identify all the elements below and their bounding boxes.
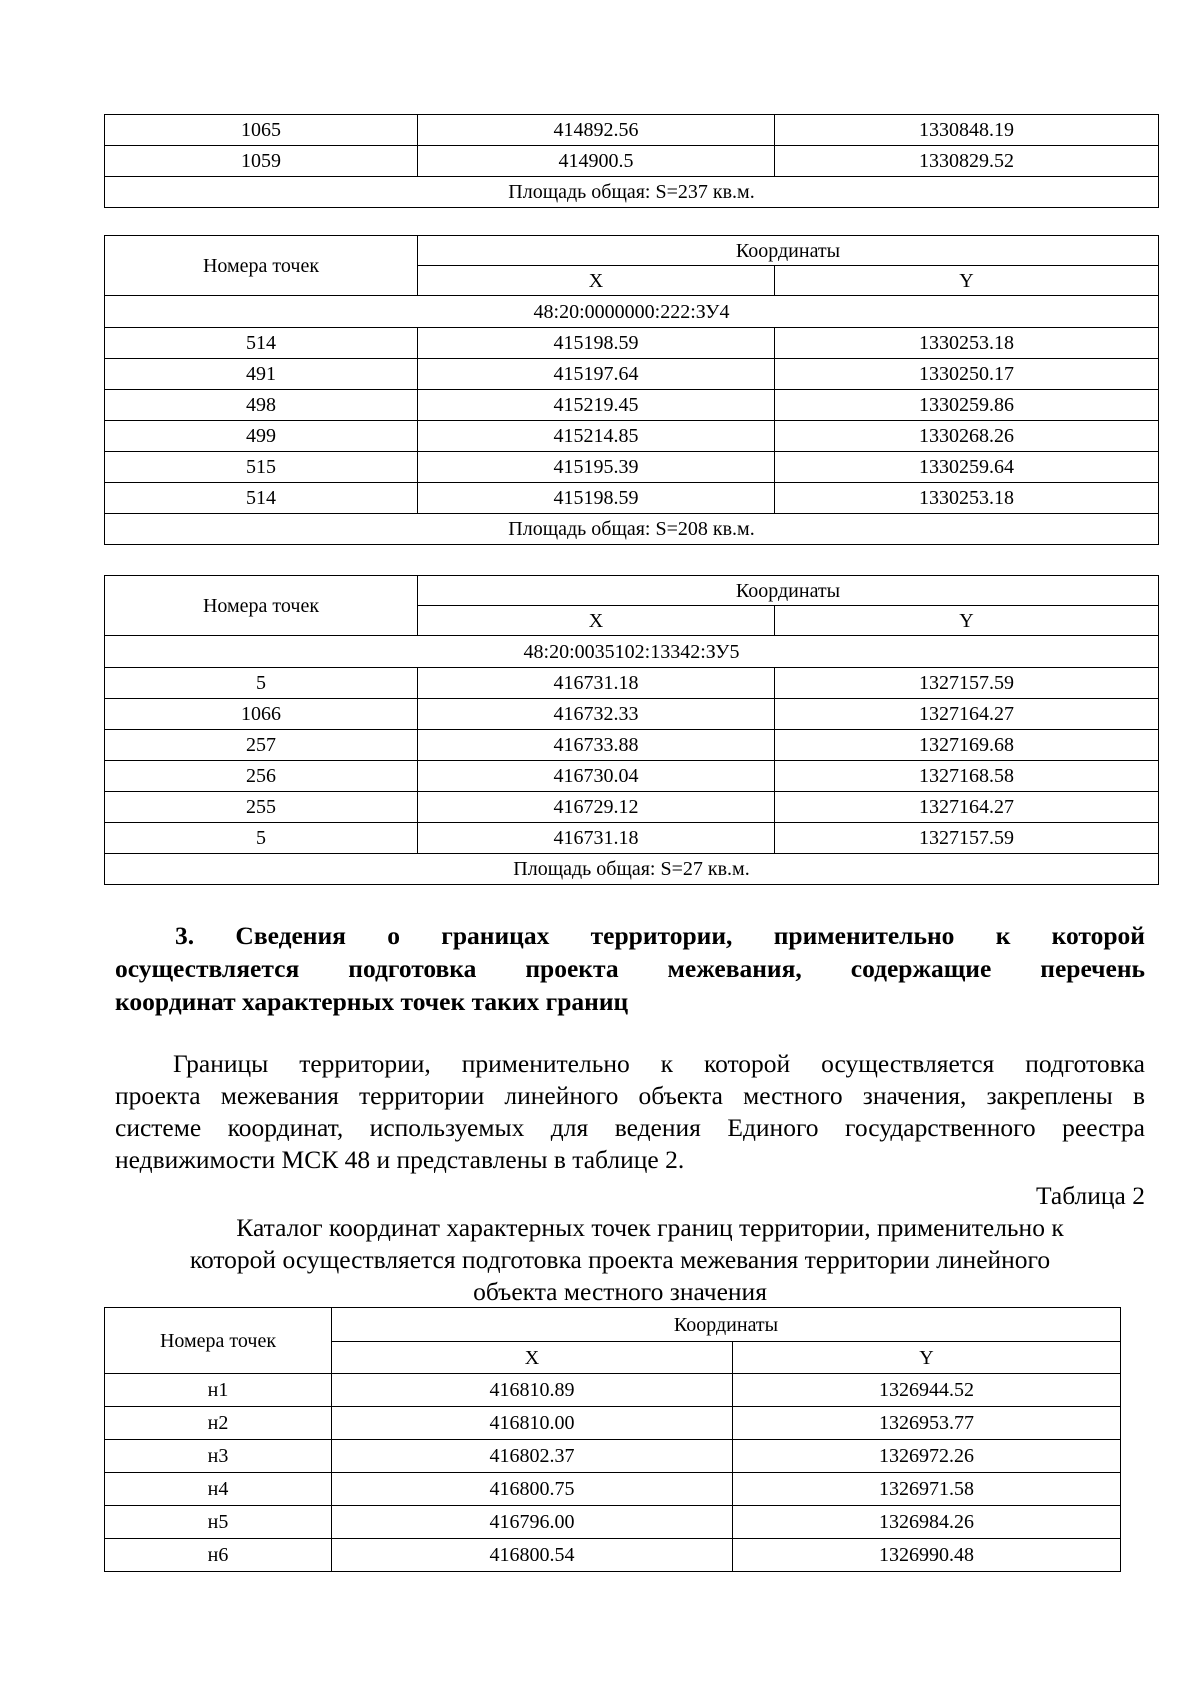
table-row xyxy=(105,390,1159,421)
point-number: 256 xyxy=(105,761,418,792)
point-number: 257 xyxy=(105,730,418,761)
point-number: 1065 xyxy=(105,115,418,146)
coordinate-x: 416810.89 xyxy=(332,1374,733,1407)
coordinate-x: 415195.39 xyxy=(418,452,775,483)
header-y: Y xyxy=(775,266,1159,296)
coordinate-y: 1326953.77 xyxy=(733,1407,1121,1440)
coordinate-x: 416730.04 xyxy=(418,761,775,792)
header-y: Y xyxy=(775,606,1159,636)
header-point-numbers: Номера точек xyxy=(105,236,418,296)
header-y: Y xyxy=(733,1342,1121,1374)
coordinate-x: 414900.5 xyxy=(418,146,775,177)
header-coordinates: Координаты xyxy=(418,576,1159,606)
coordinate-x: 416731.18 xyxy=(418,668,775,699)
coordinate-y: 1327164.27 xyxy=(775,699,1159,730)
coordinate-x: 416729.12 xyxy=(418,792,775,823)
table-row xyxy=(105,328,1159,359)
coordinate-y: 1330259.64 xyxy=(775,452,1159,483)
coordinates-table-zu5 xyxy=(104,575,1158,885)
coordinate-y: 1330250.17 xyxy=(775,359,1159,390)
coordinate-y: 1327168.58 xyxy=(775,761,1159,792)
table-row xyxy=(105,668,1159,699)
table-row xyxy=(105,1473,1121,1506)
coordinate-y: 1330268.26 xyxy=(775,421,1159,452)
coordinate-x: 416732.33 xyxy=(418,699,775,730)
header-point-numbers: Номера точек xyxy=(105,576,418,636)
point-number: н1 xyxy=(105,1374,332,1407)
point-number: н2 xyxy=(105,1407,332,1440)
table-row xyxy=(105,146,1159,177)
coordinate-x: 416800.75 xyxy=(332,1473,733,1506)
table-2-label: Таблица 2 xyxy=(1035,1181,1145,1210)
coordinate-x: 415219.45 xyxy=(418,390,775,421)
table-row xyxy=(105,1539,1121,1572)
coordinate-y: 1330829.52 xyxy=(775,146,1159,177)
coordinate-x: 415198.59 xyxy=(418,328,775,359)
header-x: X xyxy=(418,266,775,296)
caption-line: которой осуществляется подготовка проекта межевания территории линейного xyxy=(189,1245,1051,1274)
coordinate-y: 1326971.58 xyxy=(733,1473,1121,1506)
coordinates-table-continuation xyxy=(104,114,1158,208)
coordinate-y: 1330848.19 xyxy=(775,115,1159,146)
table-row xyxy=(105,1440,1121,1473)
section-3-heading-line: 3. Сведения о границах территории, применительно к которой xyxy=(175,921,1145,950)
table-row xyxy=(105,1374,1121,1407)
parcel-number: 48:20:0035102:13342:ЗУ5 xyxy=(105,636,1159,668)
coordinate-y: 1327169.68 xyxy=(775,730,1159,761)
caption-line: Каталог координат характерных точек границ территории, применительно к xyxy=(236,1213,1064,1242)
point-number: 1059 xyxy=(105,146,418,177)
caption-line: объекта местного значения xyxy=(473,1277,767,1306)
coordinate-x: 415198.59 xyxy=(418,483,775,514)
coordinate-y: 1327164.27 xyxy=(775,792,1159,823)
body-paragraph xyxy=(115,1048,1145,1176)
point-number: 255 xyxy=(105,792,418,823)
area-total: Площадь общая: S=208 кв.м. xyxy=(105,514,1159,545)
coordinates-table-zu4 xyxy=(104,235,1158,545)
coordinate-x: 414892.56 xyxy=(418,115,775,146)
point-number: 515 xyxy=(105,452,418,483)
point-number: 514 xyxy=(105,483,418,514)
coordinate-x: 415214.85 xyxy=(418,421,775,452)
table-row xyxy=(105,823,1159,854)
header-x: X xyxy=(332,1342,733,1374)
table-row xyxy=(105,792,1159,823)
table-row xyxy=(105,730,1159,761)
area-total: Площадь общая: S=27 кв.м. xyxy=(105,854,1159,885)
table-row xyxy=(105,1407,1121,1440)
table-row xyxy=(105,452,1159,483)
coordinate-x: 416802.37 xyxy=(332,1440,733,1473)
point-number: н6 xyxy=(105,1539,332,1572)
coordinate-x: 416800.54 xyxy=(332,1539,733,1572)
coordinate-y: 1327157.59 xyxy=(775,823,1159,854)
coordinate-y: 1330253.18 xyxy=(775,328,1159,359)
coordinate-y: 1326990.48 xyxy=(733,1539,1121,1572)
area-total: Площадь общая: S=237 кв.м. xyxy=(105,177,1159,208)
paragraph-line: недвижимости МСК 48 и представлены в таблице 2. xyxy=(115,1145,685,1174)
table-row xyxy=(105,761,1159,792)
paragraph-line: Границы территории, применительно к которой осуществляется подготовка xyxy=(173,1049,1145,1078)
coordinate-y: 1330253.18 xyxy=(775,483,1159,514)
header-x: X xyxy=(418,606,775,636)
coordinate-y: 1330259.86 xyxy=(775,390,1159,421)
table-row xyxy=(105,421,1159,452)
table-row xyxy=(105,483,1159,514)
header-coordinates: Координаты xyxy=(418,236,1159,266)
header-point-numbers: Номера точек xyxy=(105,1308,332,1374)
coordinate-y: 1326984.26 xyxy=(733,1506,1121,1539)
table-row xyxy=(105,115,1159,146)
point-number: 5 xyxy=(105,823,418,854)
table-row xyxy=(105,1506,1121,1539)
point-number: н4 xyxy=(105,1473,332,1506)
area-row xyxy=(105,177,1159,208)
coordinate-y: 1326944.52 xyxy=(733,1374,1121,1407)
point-number: н3 xyxy=(105,1440,332,1473)
coordinate-x: 416796.00 xyxy=(332,1506,733,1539)
point-number: 491 xyxy=(105,359,418,390)
point-number: 5 xyxy=(105,668,418,699)
boundary-points-table xyxy=(104,1307,1120,1572)
coordinate-x: 416733.88 xyxy=(418,730,775,761)
coordinate-y: 1327157.59 xyxy=(775,668,1159,699)
table-row xyxy=(105,359,1159,390)
point-number: н5 xyxy=(105,1506,332,1539)
point-number: 499 xyxy=(105,421,418,452)
paragraph-line: системе координат, используемых для ведения Единого государственного реестра xyxy=(115,1113,1145,1142)
paragraph-line: проекта межевания территории линейного объекта местного значения, закреплены в xyxy=(115,1081,1145,1110)
table-2-caption xyxy=(105,1212,1135,1308)
point-number: 498 xyxy=(105,390,418,421)
coordinate-y: 1326972.26 xyxy=(733,1440,1121,1473)
coordinate-x: 416731.18 xyxy=(418,823,775,854)
section-3-heading xyxy=(115,919,1145,1018)
point-number: 1066 xyxy=(105,699,418,730)
parcel-number: 48:20:0000000:222:ЗУ4 xyxy=(105,296,1159,328)
coordinate-x: 415197.64 xyxy=(418,359,775,390)
section-3-heading-line: осуществляется подготовка проекта межевания, содержащие перечень xyxy=(115,954,1145,983)
table-row xyxy=(105,699,1159,730)
coordinate-x: 416810.00 xyxy=(332,1407,733,1440)
point-number: 514 xyxy=(105,328,418,359)
section-3-heading-line: координат характерных точек таких границ xyxy=(115,987,629,1016)
header-coordinates: Координаты xyxy=(332,1308,1121,1342)
